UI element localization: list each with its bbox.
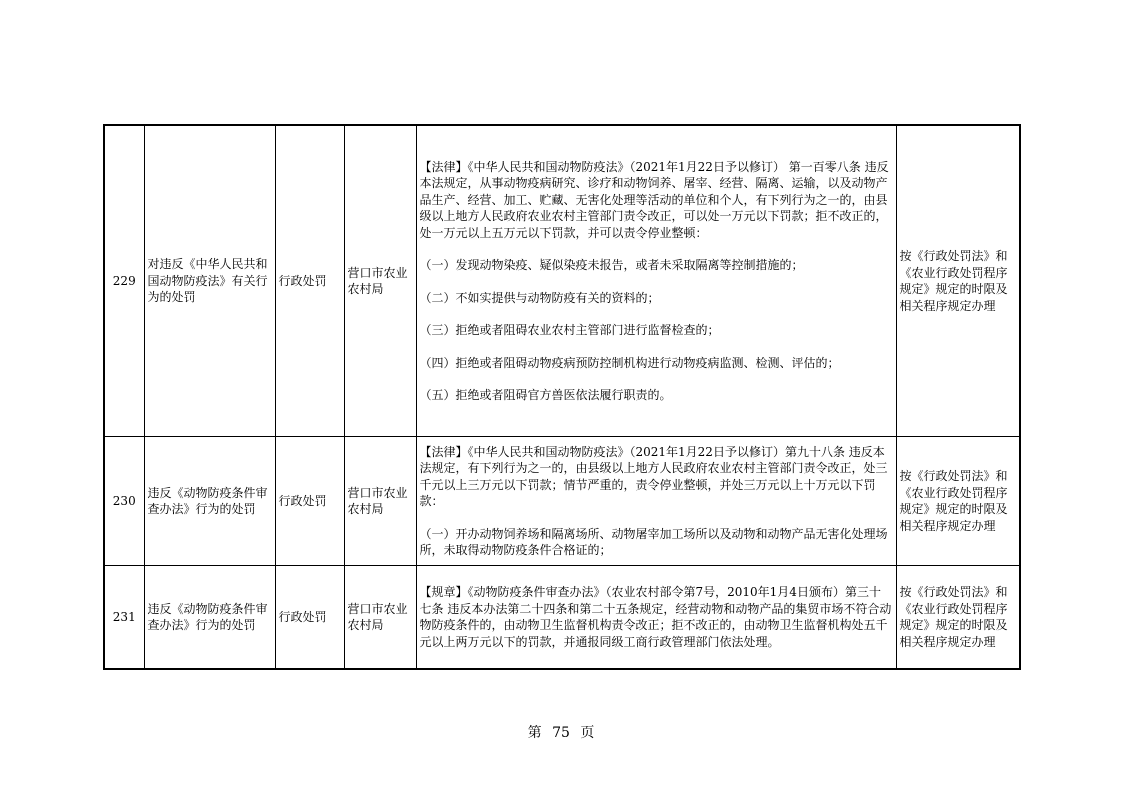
procedure: 按《行政处罚法》和《农业行政处罚程序规定》规定的时限及相关程序规定办理 <box>896 437 1020 566</box>
power-type: 行政处罚 <box>275 437 344 566</box>
basis-paragraph: （四）拒绝或者阻碍动物疫病预防控制机构进行动物疫病监测、检测、评估的； <box>419 355 840 370</box>
page-prefix: 第 <box>527 725 542 741</box>
legal-basis <box>416 566 896 670</box>
item-name: 对违反《中华人民共和国动物防疫法》有关行为的处罚 <box>144 125 275 437</box>
row-number: 229 <box>104 125 144 437</box>
procedure: 按《行政处罚法》和《农业行政处罚程序规定》规定的时限及相关程序规定办理 <box>896 125 1020 437</box>
department: 营口市农业农村局 <box>344 437 416 566</box>
basis-paragraph: （一）开办动物饲养场和隔离场所、动物屠宰加工场所以及动物和动物产品无害化处理场所，未取得动物防疫条件合格证的； <box>419 526 888 557</box>
page-suffix: 页 <box>580 725 595 741</box>
power-type: 行政处罚 <box>275 125 344 437</box>
page-footer <box>0 724 1122 742</box>
basis-paragraph: （二）不如实提供与动物防疫有关的资料的； <box>419 290 660 305</box>
legal-basis <box>416 125 896 437</box>
row-number: 230 <box>104 437 144 566</box>
row-number: 231 <box>104 566 144 670</box>
basis-paragraph: 【法律】《中华人民共和国动物防疫法》（2021年1月22日予以修订） 第一百零八条 违反本法规定，从事动物疫病研究、诊疗和动物饲养、屠宰、经营、隔离、运输，以及动物产品生产、经营、加工、贮藏、无害化处理等活动的单位和个人，有下列行为之一的，由县级以上地方人民政府农业农村主管部门责令改正，可以处一万元以下罚款；拒不改正的，处一万元以上五万元以下罚款，并可以责令停业整顿： <box>419 159 889 240</box>
table-row <box>104 437 1020 566</box>
legal-basis <box>416 437 896 566</box>
basis-paragraph: 【法律】《中华人民共和国动物防疫法》（2021年1月22日予以修订）第九十八条 违反本法规定，有下列行为之一的，由县级以上地方人民政府农业农村主管部门责令改正，处三千元以上三万元以下罚款；情节严重的，责令停业整顿，并处三万元以上十万元以下罚款： <box>419 444 888 508</box>
item-name: 违反《动物防疫条件审查办法》行为的处罚 <box>144 566 275 670</box>
basis-paragraph: （五）拒绝或者阻碍官方兽医依法履行职责的。 <box>419 388 672 402</box>
item-name: 违反《动物防疫条件审查办法》行为的处罚 <box>144 437 275 566</box>
department: 营口市农业农村局 <box>344 125 416 437</box>
procedure: 按《行政处罚法》和《农业行政处罚程序规定》规定的时限及相关程序规定办理 <box>896 566 1020 670</box>
power-type: 行政处罚 <box>275 566 344 670</box>
basis-paragraph: （三）拒绝或者阻碍农业农村主管部门进行监督检查的； <box>419 323 720 337</box>
basis-paragraph: （一）发现动物染疫、疑似染疫未报告，或者未采取隔离等控制措施的； <box>419 258 804 272</box>
table-row <box>104 566 1020 670</box>
page-number: 75 <box>552 725 570 741</box>
penalty-table <box>103 124 1021 670</box>
basis-paragraph: 【规章】《动物防疫条件审查办法》（农业农村部令第7号，2010年1月4日颁布）第三十七条 违反本办法第二十四条和第二十五条规定，经营动物和动物产品的集贸市场不符合动物防疫条件的，由动物卫生监督机构责令改正；拒不改正的，由动物卫生监督机构处五千元以上两万元以下的罚款，并通报同级工商行政管理部门依法处理。 <box>419 585 892 649</box>
table-row <box>104 125 1020 437</box>
department: 营口市农业农村局 <box>344 566 416 670</box>
